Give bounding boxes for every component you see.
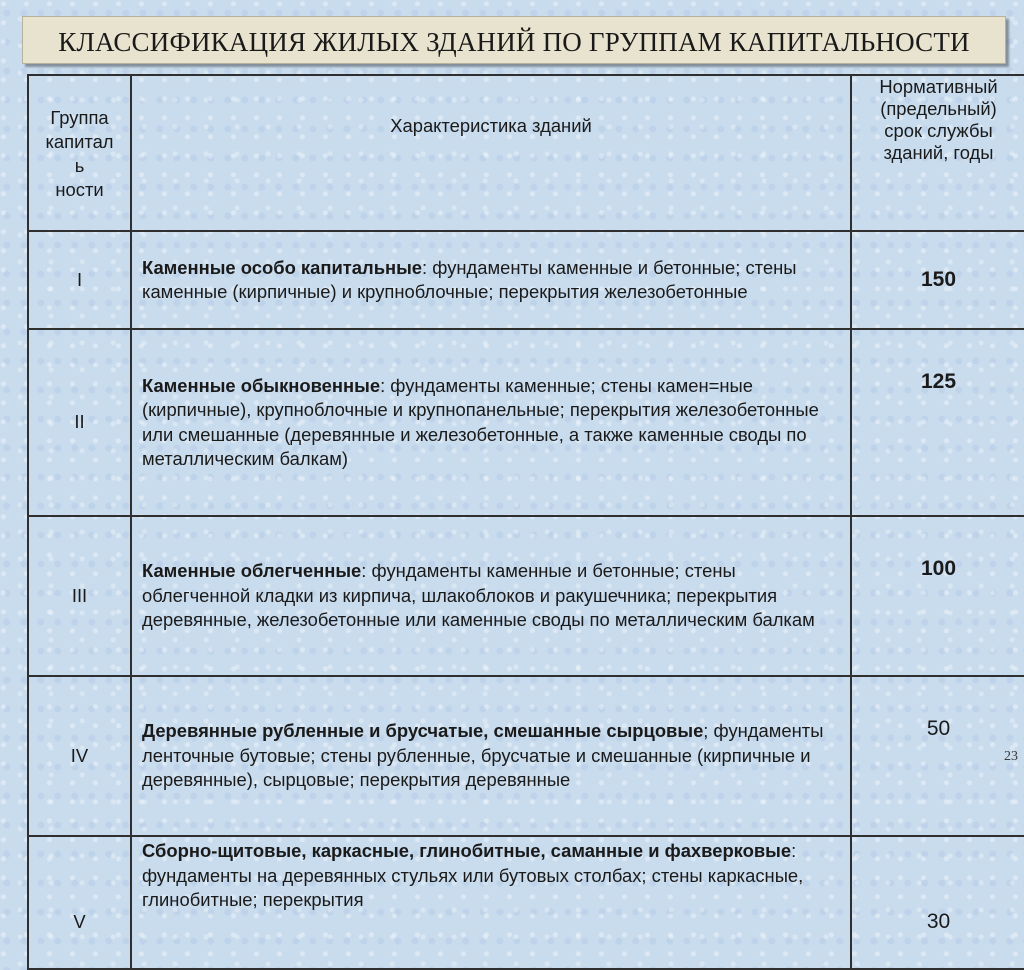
header-group-line: капитал: [45, 130, 114, 152]
years-cell: 150: [851, 231, 1024, 329]
slide-title-box: [22, 16, 1006, 64]
table-row: [28, 231, 1024, 329]
description-text: ; фундаменты ленточные бутовые; стены рубленные, брусчатые и смешанные (кирпичные и деревянные), сырцовые; перекрытия деревянные: [142, 720, 824, 791]
header-term-line: срок службы: [884, 120, 993, 141]
table-row: [28, 329, 1024, 516]
page-number: 23: [1004, 749, 1018, 764]
description-title: Каменные особо капитальные: [142, 256, 423, 278]
years-cell: 50: [851, 676, 1024, 836]
description-cell: [131, 329, 851, 516]
description-title: Каменные обыкновенные: [142, 374, 381, 396]
description-title: Каменные облегченные: [142, 560, 362, 582]
slide-title: КЛАССИФИКАЦИЯ ЖИЛЫХ ЗДАНИЙ ПО ГРУППАМ КАПИТАЛЬНОСТИ: [58, 27, 970, 57]
description-title: Деревянные рубленные и брусчатые, смешанные сырцовые: [142, 720, 704, 742]
description-title: Сборно-щитовые, каркасные, глинобитные, саманные и фахверковые: [142, 840, 792, 861]
header-term-line: (предельный): [880, 98, 997, 119]
description-cell: [131, 231, 851, 329]
header-characteristic: Характеристика зданий: [131, 75, 851, 231]
description-cell: [131, 836, 851, 969]
description-text: : фундаменты на деревянных стульях или бутовых столбах; стены каркасные, глинобитные; перекрытия: [142, 840, 804, 910]
header-group: [28, 75, 131, 231]
table-header-row: [28, 75, 1024, 231]
table-row: [28, 836, 1024, 969]
header-group-line: ности: [55, 178, 104, 200]
group-cell: IV: [28, 676, 131, 836]
table-row: [28, 516, 1024, 676]
group-cell: V: [28, 836, 131, 969]
group-cell: III: [28, 516, 131, 676]
years-cell: 100: [851, 516, 1024, 676]
classification-table: [27, 74, 1024, 970]
header-group-line: Группа: [50, 106, 109, 128]
description-cell: [131, 676, 851, 836]
header-group-line: ь: [74, 154, 85, 176]
description-cell: [131, 516, 851, 676]
header-term: [851, 75, 1024, 231]
description-text: : фундаменты каменные и бетонные; стены облегченной кладки из кирпича, шлакоблоков и ракушечника; перекрытия деревянные, железобетонные или каменные своды по металлическим балкам: [142, 560, 815, 631]
header-term-line: зданий, годы: [883, 142, 994, 163]
group-cell: II: [28, 329, 131, 516]
years-cell: 125: [851, 329, 1024, 516]
table-row: [28, 676, 1024, 836]
description-text: : фундаменты каменные; стены камен=ные (кирпичные), крупноблочные и крупнопанельные; перекрытия железобетонные или смешанные (деревянные и железобетонные, а также каменные своды по металлическим балкам): [142, 374, 819, 469]
years-cell: 30: [851, 836, 1024, 969]
classification-table-container: [27, 74, 1003, 970]
group-cell: I: [28, 231, 131, 329]
header-term-line: Нормативный: [879, 76, 998, 97]
description-text: : фундаменты каменные и бетонные; стены каменные (кирпичные) и крупноблочные; перекрытия железобетонные: [142, 256, 797, 302]
